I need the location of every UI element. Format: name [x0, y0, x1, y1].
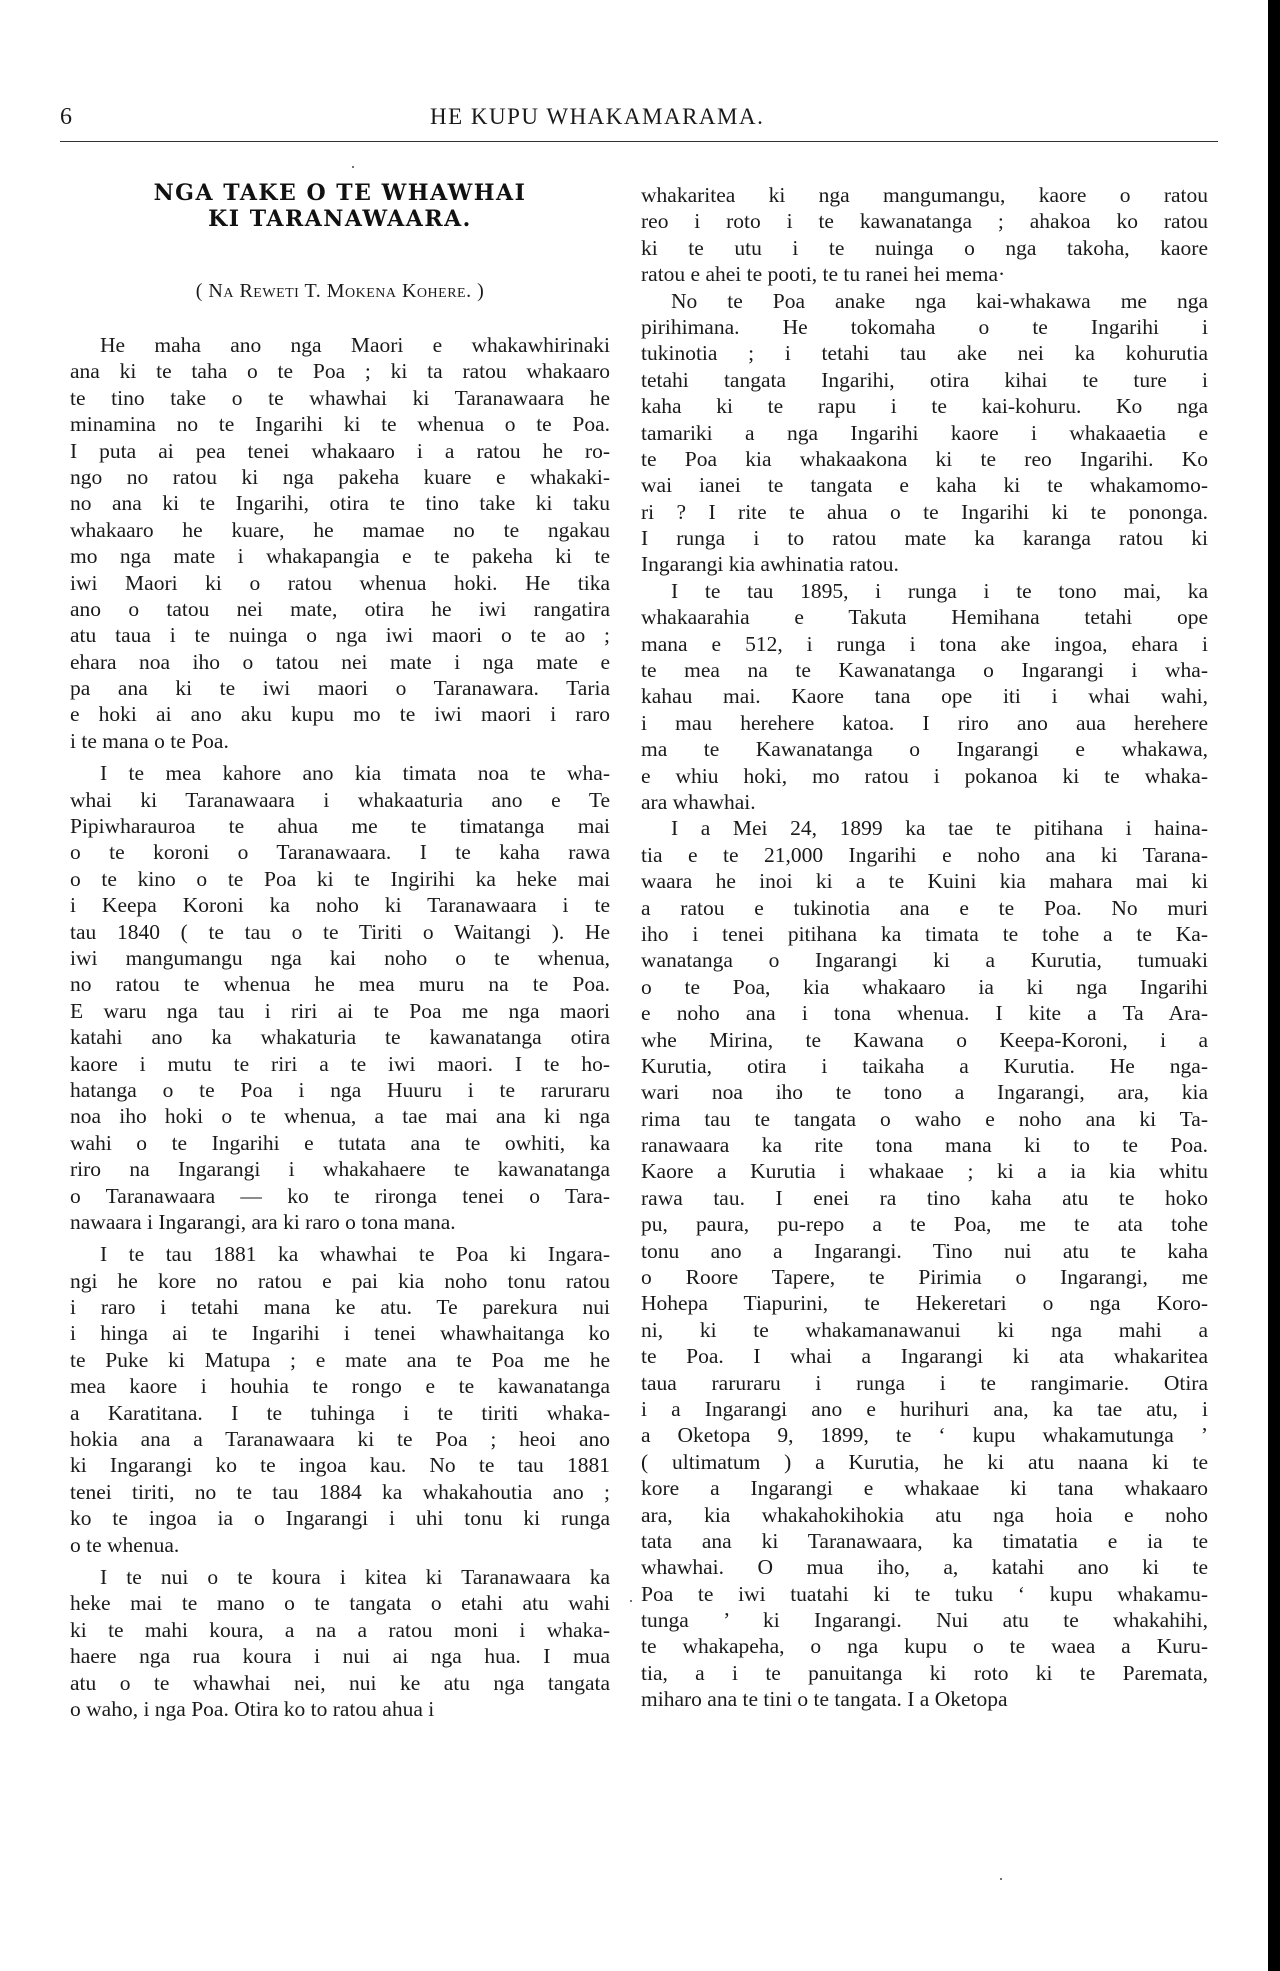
- text-line: kaha ki te rapu i te kai-kohuru. Ko nga: [641, 394, 1208, 419]
- text-line: ehara noa iho o tatou nei mate i nga mate e: [70, 649, 610, 674]
- text-line: e noho ana i tona whenua. I kite a Ta Ara-: [641, 1001, 1208, 1026]
- text-line: ma te Kawanatanga o Ingarangi e whakawa,: [641, 737, 1208, 762]
- print-speck: [352, 166, 354, 168]
- text-line: kaore i mutu te riri a te iwi maori. I te ho-: [70, 1051, 610, 1076]
- text-line: te Poa kia whakaakona ki te reo Ingarihi. Ko: [641, 446, 1208, 471]
- text-line: kore a Ingarangi e whakaae ki tana whakaaro: [641, 1476, 1208, 1501]
- article-title-line-2: KI TARANAWAARA.: [208, 206, 472, 232]
- text-line: Pipiwharauroa te ahua me te timatanga mai: [70, 814, 610, 839]
- text-line: I te tau 1895, i runga i te tono mai, ka: [671, 578, 1208, 603]
- text-line: tau 1840 ( te tau o te Tiriti o Waitangi ). He: [70, 919, 610, 944]
- text-line: wai ianei te tangata e kaha ki te whakamomo-: [641, 473, 1208, 498]
- text-line: o te koroni o Taranawaara. I te kaha rawa: [70, 840, 610, 865]
- text-line: no ana ki te Ingarihi, otira te tino take ki taku: [70, 491, 610, 516]
- running-head-title: HE KUPU WHAKAMARAMA.: [430, 104, 765, 129]
- text-line: E waru nga tau i riri ai te Poa me nga maori: [70, 998, 610, 1023]
- text-line: ana ki te taha o te Poa ; ki ta ratou whakaaro: [70, 359, 610, 384]
- text-line: o te kino o te Poa ki te Ingirihi ka heke mai: [70, 866, 610, 891]
- text-line: i Keepa Koroni ka noho ki Taranawaara i te: [70, 893, 610, 918]
- left-column: [70, 332, 610, 1722]
- text-line: hokia ana a Taranawaara ki te Poa ; heoi ano: [70, 1427, 610, 1452]
- text-line: whawhai. O mua iho, a, katahi ano ki te: [641, 1555, 1208, 1580]
- text-line: haere nga rua koura i nui ai nga hua. I mua: [70, 1644, 610, 1669]
- text-line: tamariki a nga Ingarihi kaore i whakaaetia e: [641, 420, 1208, 445]
- text-line: I te nui o te koura i kitea ki Taranawaara ka: [100, 1564, 610, 1589]
- text-line: I te tau 1881 ka whawhai te Poa ki Ingara-: [100, 1242, 610, 1267]
- text-line: riro na Ingarangi i whakahaere te kawanatanga: [70, 1157, 610, 1182]
- text-line: o te Poa, kia whakaaro ia ki nga Ingarihi: [641, 974, 1208, 999]
- text-line: ko te ingoa ia o Ingarangi i uhi tonu ki runga: [70, 1506, 610, 1531]
- article-title-line-1: NGA TAKE O TE WHAWHAI: [153, 180, 527, 206]
- paragraph: [641, 182, 1208, 288]
- text-line: tia e te 21,000 Ingarihi e noho ana ki Tarana-: [641, 842, 1208, 867]
- paragraph: [70, 1241, 610, 1558]
- text-line: I runga i to ratou mate ka karanga ratou ki: [641, 526, 1208, 551]
- text-line: te Puke ki Matupa ; e mate ana te Poa me he: [70, 1347, 610, 1372]
- text-line: o Roore Tapere, te Pirimia o Ingarangi, me: [641, 1265, 1208, 1290]
- text-line: katahi ano ka whakaturia te kawanatanga otira: [70, 1025, 610, 1050]
- byline-author: Na Reweti T. Mokena Kohere.: [208, 280, 472, 302]
- text-line: taua raruraru i runga i te rangimarie. Otira: [641, 1370, 1208, 1395]
- text-line: pa ana ki te iwi maori o Taranawara. Taria: [70, 676, 610, 701]
- paragraph: [641, 578, 1208, 816]
- text-line: o Taranawaara — ko te rironga tenei o Tara-: [70, 1183, 610, 1208]
- header-rule: [60, 141, 1218, 142]
- text-line: a ratou e tukinotia ana e te Poa. No muri: [641, 895, 1208, 920]
- text-line: I puta ai pea tenei whakaaro i a ratou he ro-: [70, 438, 610, 463]
- text-line: ri ? I rite te ahua o te Ingarihi ki te pononga.: [641, 499, 1208, 524]
- text-line: whe Mirina, te Kawana o Keepa-Koroni, i a: [641, 1027, 1208, 1052]
- text-line: wari noa iho te tono a Ingarangi, ara, kia: [641, 1080, 1208, 1105]
- text-line: He maha ano nga Maori e whakawhirinaki: [100, 333, 610, 357]
- page-number: 6: [60, 104, 72, 130]
- text-line: ara whawhai.: [641, 789, 756, 814]
- text-line: i raro i tetahi mana ke atu. Te parekura nui: [70, 1295, 610, 1320]
- text-line: i hinga ai te Ingarihi i tenei whawhaitanga ko: [70, 1321, 610, 1346]
- byline-open-paren: (: [195, 280, 209, 302]
- paragraph: [641, 288, 1208, 578]
- text-line: I te mea kahore ano kia timata noa te wha-: [100, 761, 610, 786]
- text-line: whakaaro he kuare, he mamae no te ngakau: [70, 517, 610, 542]
- text-line: rima tau te tangata o waho e noho ana ki Ta-: [641, 1106, 1208, 1131]
- text-line: Ingarangi kia awhinatia ratou.: [641, 552, 899, 577]
- text-line: reo i roto i te kawanatanga ; ahakoa ko ratou: [641, 209, 1208, 234]
- text-line: tetahi tangata Ingarihi, otira kihai te ture i: [641, 367, 1208, 392]
- text-line: te mea na te Kawanatanga o Ingarangi i wha-: [641, 658, 1208, 683]
- text-line: te Poa. I whai a Ingarangi ki ata whakaritea: [641, 1344, 1208, 1369]
- text-line: ranawaara ka rite tona mana ki to te Poa.: [641, 1133, 1208, 1158]
- text-line: o te whenua.: [70, 1532, 180, 1557]
- text-line: ara, kia whakahokihokia atu nga hoia e noho: [641, 1502, 1208, 1527]
- text-line: tonu ano a Ingarangi. Tino nui atu te kaha: [641, 1238, 1208, 1263]
- text-line: o waho, i nga Poa. Otira ko to ratou ahua i: [70, 1696, 435, 1721]
- text-line: ngo no ratou ki nga pakeha kuare e whakaki-: [70, 464, 610, 489]
- text-line: mo nga mate i whakapangia e te pakeha ki te: [70, 544, 610, 569]
- text-line: tenei tiriti, no te tau 1884 ka whakahoutia ano ;: [70, 1479, 610, 1504]
- text-line: ni, ki te whakamanawanui ki nga mahi a: [641, 1317, 1208, 1342]
- text-line: tunga ’ ki Ingarangi. Nui atu te whakahihi,: [641, 1608, 1208, 1633]
- paragraph: [641, 815, 1208, 1712]
- text-line: I a Mei 24, 1899 ka tae te pitihana i haina-: [671, 816, 1208, 841]
- text-line: i te mana o te Poa.: [70, 728, 229, 753]
- text-line: te tino take o te whawhai ki Taranawaara he: [70, 385, 610, 410]
- text-line: Kurutia, otira i taikaha a Kurutia. He nga-: [641, 1053, 1208, 1078]
- text-line: ki Ingarangi ko te ingoa kau. No te tau 1881: [70, 1453, 610, 1478]
- text-line: whai ki Taranawaara i whakaaturia ano e Te: [70, 787, 610, 812]
- text-line: hatanga o te Poa i nga Huuru i te raruraru: [70, 1077, 610, 1102]
- text-line: Hohepa Tiapurini, te Hekeretari o nga Koro-: [641, 1291, 1208, 1316]
- text-line: i a Ingarangi ano e hurihuri ana, ka tae atu, i: [641, 1396, 1208, 1421]
- text-line: mea kaore i houhia te rongo e te kawanatanga: [70, 1374, 610, 1399]
- text-line: ki te mahi koura, a na a ratou moni i whaka-: [70, 1617, 610, 1642]
- text-line: minamina no te Ingarihi ki te whenua o te Poa.: [70, 412, 610, 437]
- paragraph: [70, 760, 610, 1235]
- text-line: atu o te whawhai nei, nui ke atu nga tangata: [70, 1670, 610, 1695]
- text-line: te whakapeha, o nga kupu o te waea a Kuru-: [641, 1634, 1208, 1659]
- text-line: tata ana ki Taranawaara, ka timatatia e ia te: [641, 1528, 1208, 1553]
- text-line: whakaarahia e Takuta Hemihana tetahi ope: [641, 605, 1208, 630]
- text-line: wanatanga o Ingarangi ki a Kurutia, tumuaki: [641, 948, 1208, 973]
- text-line: ( ultimatum ) a Kurutia, he ki atu naana ki te: [641, 1449, 1208, 1474]
- text-line: ngi he kore no ratou e pai kia noho tonu ratou: [70, 1268, 610, 1293]
- text-line: i mau herehere katoa. I riro ano aua herehere: [641, 710, 1208, 735]
- right-column: [641, 182, 1208, 1713]
- text-line: atu taua i te nuinga o nga iwi maori o te ao ;: [70, 623, 610, 648]
- text-line: e whiu hoki, mo ratou i pokanoa ki te whaka-: [641, 763, 1208, 788]
- text-line: heke mai te mano o te tangata o etahi atu wahi: [70, 1591, 610, 1616]
- text-line: waara he inoi ki a te Kuini kia mahara mai ki: [641, 869, 1208, 894]
- text-line: pirihimana. He tokomaha o te Ingarihi i: [641, 314, 1208, 339]
- text-line: wahi o te Ingarihi e tutata ana te owhiti, ka: [70, 1130, 610, 1155]
- text-line: ki te utu i te nuinga o nga takoha, kaore: [641, 235, 1208, 260]
- text-line: no ratou te whenua he mea muru na te Poa.: [70, 972, 610, 997]
- paragraph: [70, 1564, 610, 1722]
- text-line: ano o tatou nei mate, otira he iwi rangatira: [70, 596, 610, 621]
- text-line: pu, paura, pu-repo a te Poa, me te ata tohe: [641, 1212, 1208, 1237]
- text-line: Poa te iwi tuatahi ki te tuku ‘ kupu whakamu-: [641, 1581, 1208, 1606]
- text-line: Kaore a Kurutia i whakaae ; ki a ia kia whitu: [641, 1159, 1208, 1184]
- text-line: kahau mai. Kaore tana ope iti i whai wahi,: [641, 684, 1208, 709]
- text-line: iwi Maori ki o ratou whenua hoki. He tika: [70, 570, 610, 595]
- text-line: a Karatitana. I te tuhinga i te tiriti whaka-: [70, 1400, 610, 1425]
- article-title: [70, 180, 610, 232]
- text-line: a Oketopa 9, 1899, te ‘ kupu whakamutunga ’: [641, 1423, 1208, 1448]
- text-line: whakaritea ki nga mangumangu, kaore o ratou: [641, 183, 1208, 207]
- text-line: No te Poa anake nga kai-whakawa me nga: [671, 288, 1208, 313]
- running-head: [60, 104, 1220, 138]
- text-line: nawaara i Ingarangi, ara ki raro o tona mana.: [70, 1209, 456, 1234]
- print-speck: [630, 1600, 632, 1602]
- byline-close-paren: ): [471, 280, 485, 302]
- text-line: ratou e ahei te pooti, te tu ranei hei mema·: [641, 262, 1006, 287]
- text-line: rawa tau. I enei ra tino kaha atu te hoko: [641, 1185, 1208, 1210]
- text-line: tukinotia ; i tetahi tau ake nei ka kohurutia: [641, 341, 1208, 366]
- paragraph: [70, 332, 610, 754]
- text-line: noa iho hoki o te whenua, a tae mai ana ki nga: [70, 1104, 610, 1129]
- text-line: e hoki ai ano aku kupu mo te iwi maori i raro: [70, 702, 610, 727]
- print-speck: [1000, 1878, 1002, 1880]
- text-line: iwi mangumangu nga kai noho o te whenua,: [70, 945, 610, 970]
- scan-edge-border: [1268, 0, 1280, 1971]
- byline: [70, 280, 610, 303]
- text-line: tia, a i te panuitanga ki roto ki te Paremata,: [641, 1660, 1208, 1685]
- text-line: mana e 512, i runga i tona ake ingoa, ehara i: [641, 631, 1208, 656]
- text-line: miharo ana te tini o te tangata. I a Oketopa: [641, 1687, 1008, 1712]
- text-line: iho i tenei pitihana ka timata te tohe a te Ka-: [641, 921, 1208, 946]
